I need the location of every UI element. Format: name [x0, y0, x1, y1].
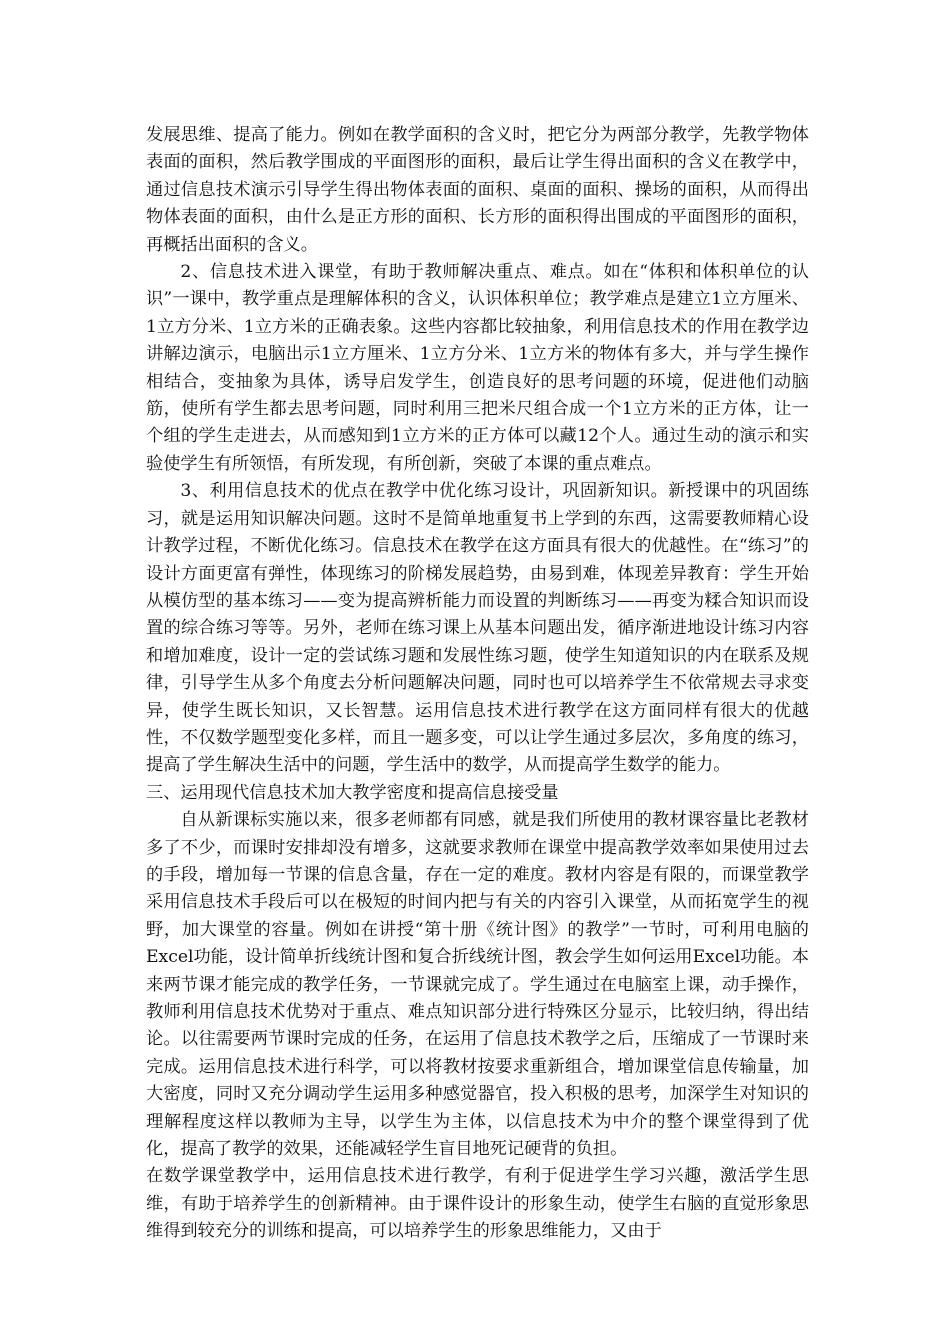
paragraph-classroom-interest: 在数学课堂教学中，运用信息技术进行教学，有利于促进学生学习兴趣，激活学生思维，有助于培养学生的创新精神。由于课件设计的形象生动，使学生右脑的直觉形象思维得到较充分的训练和提高，可以培养学生的形象思维能力，又由于 — [146, 1166, 809, 1242]
section-heading-three: 三、运用现代信息技术加大教学密度和提高信息接受量 — [146, 782, 559, 803]
paragraph-key-points: 2、信息技术进入课堂，有助于教师解决重点、难点。如在“体积和体积单位的认识”一课中，教学重点是理解体积的含义，认识体积单位；教学难点是建立1立方厘米、1立方分米、1立方米的正确表象。这些内容都比较抽象，利用信息技术的作用在教学边讲解边演示，电脑出示1立方厘米、1立方分米、1立方米的物体有多大，并与学生操作相结合，变抽象为具体，诱导启发学生，创造良好的思考问题的环境，促进他们动脑筋，使所有学生都去思考问题，同时利用三把米尺组合成一个1立方米的正方体，让一个组的学生走进去，从而感知到1立方米的正方体可以藏12个人。通过生动的演示和实验使学生有所领悟，有所发现，有所创新，突破了本课的重点难点。 — [146, 262, 809, 474]
paragraph-area-concept: 发展思维、提高了能力。例如在教学面积的含义时，把它分为两部分教学，先教学物体表面的面积，然后教学围成的平面图形的面积，最后让学生得出面积的含义在教学中，通过信息技术演示引导学生得出物体表面的面积、桌面的面积、操场的面积，从而得出物体表面的面积，由什么是正方形的面积、长方形的面积得出围成的平面图形的面积，再概括出面积的含义。 — [146, 125, 809, 255]
document-page — [146, 122, 809, 1246]
paragraph-practice-design: 3、利用信息技术的优点在教学中优化练习设计，巩固新知识。新授课中的巩固练习，就是运用知识解决问题。这时不是简单地重复书上学到的东西，这需要教师精心设计教学过程，不断优化练习。信息技术在教学在这方面具有很大的优越性。在“练习”的设计方面更富有弹性，体现练习的阶梯发展趋势，由易到难，体现差异教育：学生开始从模仿型的基本练习——变为提高辨析能力而设置的判断练习——再变为糅合知识而设置的综合练习等等。另外，老师在练习课上从基本问题出发，循序渐进地设计练习内容和增加难度，设计一定的尝试练习题和发展性练习题，使学生知道知识的内在联系及规律，引导学生从多个角度去分析问题解决问题，同时也可以培养学生不依常规去寻求变异，使学生既长知识，又长智慧。运用信息技术进行教学在这方面同样有很大的优越性，不仅数学题型变化多样，而且一题多变，可以让学生通过多层次，多角度的练习，提高了学生解决生活中的问题，学生活中的数学，从而提高学生数学的能力。 — [146, 481, 809, 776]
paragraph-teaching-density: 自从新课标实施以来，很多老师都有同感，就是我们所使用的教材课容量比老教材多了不少，而课时安排却没有增多，这就要求教师在课堂中提高教学效率如果使用过去的手段，增加每一节课的信息含量，存在一定的难度。教材内容是有限的，而课堂教学采用信息技术手段后可以在极短的时间内把与有关的内容引入课堂，从而拓宽学生的视野，加大课堂的容量。例如在讲授“第十册《统计图》的教学”一节时，可利用电脑的Excel功能，设计简单折线统计图和复合折线统计图，教会学生如何运用Excel功能。本来两节课才能完成的教学任务，一节课就完成了。学生通过在电脑室上课，动手操作，教师利用信息技术优势对于重点、难点知识部分进行特殊区分显示，比较归纳，得出结论。以往需要两节课时完成的任务，在运用了信息技术教学之后，压缩成了一节课时来完成。运用信息技术进行科学，可以将教材按要求重新组合，增加课堂信息传输量，加大密度，同时又充分调动学生运用多种感觉器官，投入积极的思考，加深学生对知识的理解程度这样以教师为主导，以学生为主体，以信息技术为中介的整个课堂得到了优化，提高了教学的效果，还能减轻学生盲目地死记硬背的负担。 — [146, 810, 809, 1160]
